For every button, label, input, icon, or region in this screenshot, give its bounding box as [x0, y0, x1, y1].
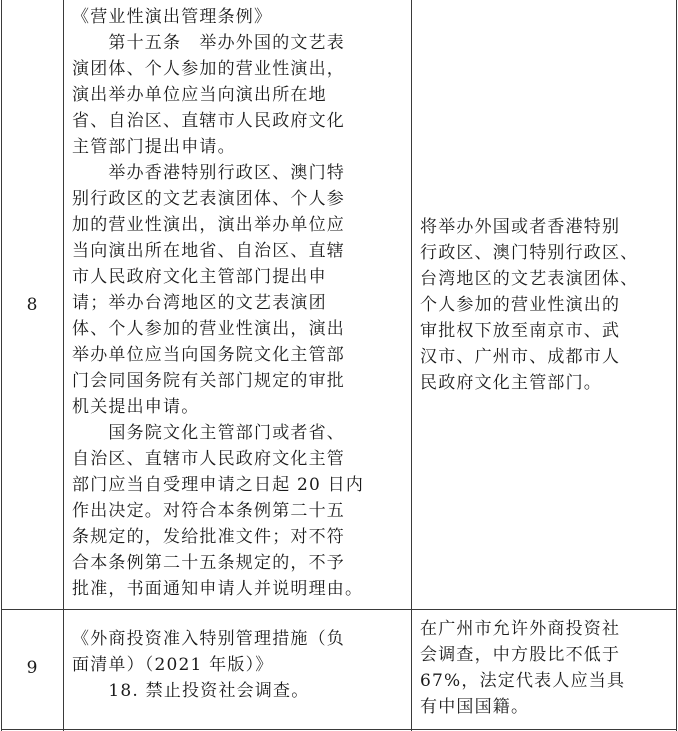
provision-line: 省、自治区、直辖市人民政府文化 — [72, 111, 345, 131]
provision-line: 批准，书面通知申请人并说明理由。 — [72, 579, 364, 599]
provision-line: 机关提出申请。 — [72, 397, 200, 417]
provision-line: 请；举办台湾地区的文艺表演团 — [72, 293, 327, 313]
adjustment-line: 67%，法定代表人应当具 — [420, 671, 626, 691]
adjustment-line: 审批权下放至南京市、武 — [420, 321, 621, 341]
provision-line: 举办香港特别行政区、澳门特 — [72, 163, 345, 183]
adjustment-line: 将举办外国或者香港特别 — [420, 217, 621, 237]
provision-line: 市人民政府文化主管部门提出申 — [72, 267, 327, 287]
provision-line: 加的营业性演出，演出举办单位应 — [72, 215, 345, 235]
table-border-right — [676, 0, 677, 731]
provision-cell — [72, 4, 408, 602]
provision-line: 《营业性演出管理条例》 — [72, 7, 273, 27]
adjustment-line: 会调查，中方股比不低于 — [420, 645, 621, 665]
adjustment-line: 在广州市允许外商投资社 — [420, 619, 621, 639]
provision-line: 作出决定。对符合本条例第二十五 — [72, 501, 345, 521]
provision-line: 合本条例第二十五条规定的，不予 — [72, 553, 345, 573]
provision-line: 门会同国务院有关部门规定的审批 — [72, 371, 345, 391]
provision-line: 第十五条 举办外国的文艺表 — [72, 33, 345, 53]
adjustment-line: 汉市、广州市、成都市人 — [420, 347, 621, 367]
adjustment-line: 个人参加的营业性演出的 — [420, 295, 621, 315]
provision-line: 演团体、个人参加的营业性演出， — [72, 59, 345, 79]
row-divider — [1, 609, 677, 610]
table-border-bottom — [1, 729, 677, 730]
provision-line: 自治区、直辖市人民政府文化主管 — [72, 449, 345, 469]
adjustment-line: 台湾地区的文艺表演团体、 — [420, 269, 639, 289]
adjustment-line: 行政区、澳门特别行政区、 — [420, 243, 639, 263]
row-number: 8 — [26, 295, 38, 315]
column-divider-2 — [411, 0, 412, 731]
provision-line: 举办单位应当向国务院文化主管部 — [72, 345, 345, 365]
table-border-left — [1, 0, 2, 731]
provision-line: 演出举办单位应当向演出所在地 — [72, 85, 327, 105]
provision-line: 当向演出所在地省、自治区、直辖 — [72, 241, 345, 261]
adjustment-line: 有中国国籍。 — [420, 697, 530, 717]
provision-line: 《外商投资准入特别管理措施（负 — [72, 629, 345, 649]
provision-line: 部门应当自受理申请之日起 20 日内 — [72, 475, 365, 495]
provision-line: 国务院文化主管部门或者省、 — [72, 423, 345, 443]
provision-line: 面清单）（2021 年版）》 — [72, 655, 274, 675]
row-number: 9 — [26, 658, 38, 678]
column-divider-1 — [63, 0, 64, 731]
adjustment-cell — [420, 214, 674, 396]
provision-line: 条规定的，发给批准文件；对不符 — [72, 527, 345, 547]
adjustment-cell — [420, 616, 674, 720]
provision-line: 18. 禁止投资社会调查。 — [72, 681, 310, 701]
provision-cell — [72, 626, 408, 704]
provision-line: 体、个人参加的营业性演出，演出 — [72, 319, 345, 339]
adjustment-line: 民政府文化主管部门。 — [420, 373, 602, 393]
provision-line: 主管部门提出申请。 — [72, 137, 236, 157]
provision-line: 别行政区的文艺表演团体、个人参 — [72, 189, 345, 209]
